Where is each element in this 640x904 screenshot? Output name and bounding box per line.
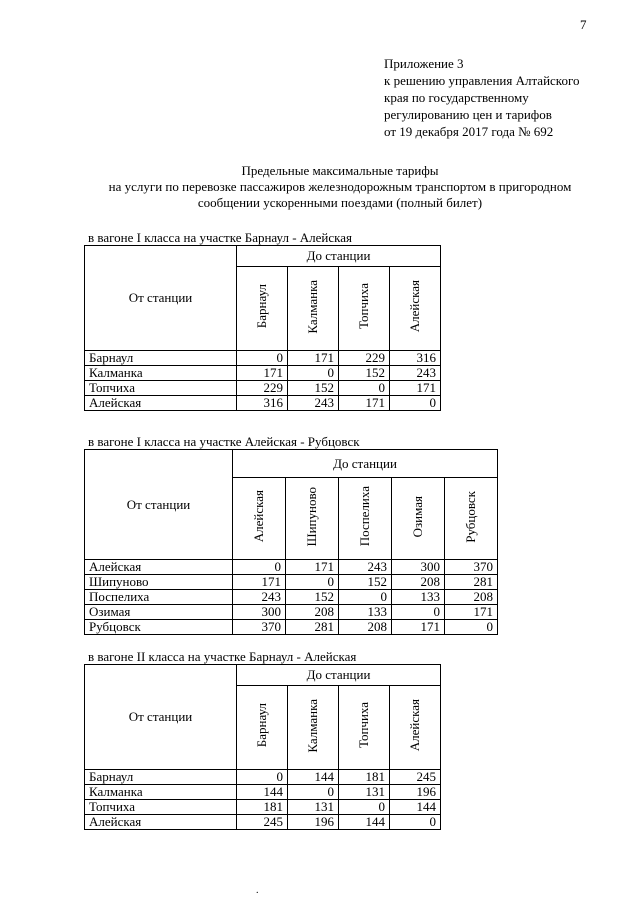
row-station: Калманка: [85, 366, 237, 381]
tariff-cell: 196: [288, 815, 339, 830]
tariff-cell: 171: [445, 605, 498, 620]
table-row: [85, 815, 441, 830]
tariff-cell: 0: [339, 800, 390, 815]
tariff-cell: 0: [339, 381, 390, 396]
tariff-cell: 171: [286, 560, 339, 575]
station-column-header: Алейская: [390, 267, 441, 351]
station-column-header: Калманка: [288, 686, 339, 770]
tariff-cell: 181: [339, 770, 390, 785]
table-row: [85, 396, 441, 411]
tariff-cell: 131: [339, 785, 390, 800]
tariff-cell: 0: [233, 560, 286, 575]
station-column-header: Топчиха: [339, 267, 390, 351]
to-station-header: До станции: [233, 450, 498, 478]
station-column-header: Топчиха: [339, 686, 390, 770]
appendix-line: к решению управления Алтайского: [384, 73, 580, 88]
tariff-cell: 131: [288, 800, 339, 815]
table-row: [85, 366, 441, 381]
tariff-cell: 0: [237, 351, 288, 366]
to-station-header: До станции: [237, 246, 441, 267]
tariff-cell: 196: [390, 785, 441, 800]
tariff-cell: 281: [445, 575, 498, 590]
from-station-header: От станции: [85, 450, 233, 560]
tariff-cell: 0: [339, 590, 392, 605]
table-caption: в вагоне I класса на участке Алейская - Рубцовск: [88, 434, 360, 449]
tariff-cell: 208: [392, 575, 445, 590]
tariff-cell: 0: [392, 605, 445, 620]
table-caption: в вагоне II класса на участке Барнаул - Алейская: [88, 649, 357, 664]
title-line: на услуги по перевозке пассажиров железнодорожным транспортом в пригородном: [108, 179, 572, 194]
row-station: Барнаул: [85, 351, 237, 366]
row-station: Калманка: [85, 785, 237, 800]
tariff-cell: 181: [237, 800, 288, 815]
tariff-cell: 171: [392, 620, 445, 635]
page-number: 7: [580, 17, 587, 32]
table-row: [85, 575, 498, 590]
tariff-cell: 281: [286, 620, 339, 635]
tariff-cell: 243: [288, 396, 339, 411]
tariff-cell: 144: [390, 800, 441, 815]
tariff-cell: 300: [392, 560, 445, 575]
appendix-line: края по государственному: [384, 90, 529, 105]
station-column-header: Барнаул: [237, 267, 288, 351]
tariff-cell: 171: [390, 381, 441, 396]
tariff-cell: 300: [233, 605, 286, 620]
station-column-header: Шипуново: [286, 478, 339, 560]
appendix-block: [384, 55, 624, 140]
tariff-cell: 152: [288, 381, 339, 396]
tariff-cell: 0: [445, 620, 498, 635]
station-column-header: Рубцовск: [445, 478, 498, 560]
title-line: сообщении ускоренными поездами (полный билет): [197, 195, 483, 210]
tariff-cell: 152: [339, 575, 392, 590]
table-caption: в вагоне I класса на участке Барнаул - Алейская: [88, 230, 353, 245]
table-row: [85, 381, 441, 396]
row-station: Рубцовск: [85, 620, 233, 635]
tariff-cell: 171: [237, 366, 288, 381]
tariff-cell: 245: [237, 815, 288, 830]
table-row: [85, 560, 498, 575]
table-row: [85, 620, 498, 635]
tariff-cell: 144: [288, 770, 339, 785]
tariff-cell: 229: [237, 381, 288, 396]
table-row: [85, 785, 441, 800]
row-station: Алейская: [85, 396, 237, 411]
station-column-header: Поспелиха: [339, 478, 392, 560]
tariff-cell: 229: [339, 351, 390, 366]
tariff-cell: 144: [339, 815, 390, 830]
appendix-line: регулированию цен и тарифов: [384, 107, 552, 122]
tariff-cell: 208: [339, 620, 392, 635]
tariff-cell: 316: [237, 396, 288, 411]
tariff-table-1: [84, 245, 441, 411]
tariff-cell: 171: [339, 396, 390, 411]
table-row: [85, 590, 498, 605]
tariff-cell: 0: [288, 366, 339, 381]
row-station: Барнаул: [85, 770, 237, 785]
tariff-cell: 245: [390, 770, 441, 785]
tariff-cell: 171: [233, 575, 286, 590]
row-station: Поспелиха: [85, 590, 233, 605]
document-title: [60, 163, 620, 211]
row-station: Озимая: [85, 605, 233, 620]
tariff-cell: 144: [237, 785, 288, 800]
appendix-line: от 19 декабря 2017 года № 692: [384, 124, 554, 139]
table-row: [85, 770, 441, 785]
table-row: [85, 351, 441, 366]
station-column-header: Алейская: [390, 686, 441, 770]
row-station: Алейская: [85, 560, 233, 575]
tariff-cell: 0: [237, 770, 288, 785]
title-line: Предельные максимальные тарифы: [241, 163, 439, 178]
station-column-header: Калманка: [288, 267, 339, 351]
row-station: Топчиха: [85, 381, 237, 396]
from-station-header: От станции: [85, 246, 237, 351]
tariff-cell: 171: [288, 351, 339, 366]
tariff-cell: 243: [390, 366, 441, 381]
tariff-table-3: [84, 664, 441, 830]
tariff-cell: 133: [392, 590, 445, 605]
station-column-header: Барнаул: [237, 686, 288, 770]
row-station: Топчиха: [85, 800, 237, 815]
tariff-cell: 0: [286, 575, 339, 590]
tariff-cell: 0: [390, 396, 441, 411]
tariff-cell: 208: [445, 590, 498, 605]
to-station-header: До станции: [237, 665, 441, 686]
station-column-header: Алейская: [233, 478, 286, 560]
tariff-cell: 370: [445, 560, 498, 575]
row-station: Шипуново: [85, 575, 233, 590]
tariff-cell: 208: [286, 605, 339, 620]
tariff-cell: 316: [390, 351, 441, 366]
tariff-table-2: [84, 449, 498, 635]
tariff-cell: 243: [339, 560, 392, 575]
tariff-cell: 0: [390, 815, 441, 830]
tariff-cell: 0: [288, 785, 339, 800]
tariff-cell: 133: [339, 605, 392, 620]
from-station-header: От станции: [85, 665, 237, 770]
table-row: [85, 605, 498, 620]
stray-dot: .: [256, 885, 259, 896]
tariff-cell: 370: [233, 620, 286, 635]
tariff-cell: 152: [339, 366, 390, 381]
appendix-line: Приложение 3: [384, 56, 464, 71]
table-row: [85, 800, 441, 815]
station-column-header: Озимая: [392, 478, 445, 560]
tariff-cell: 152: [286, 590, 339, 605]
row-station: Алейская: [85, 815, 237, 830]
tariff-cell: 243: [233, 590, 286, 605]
